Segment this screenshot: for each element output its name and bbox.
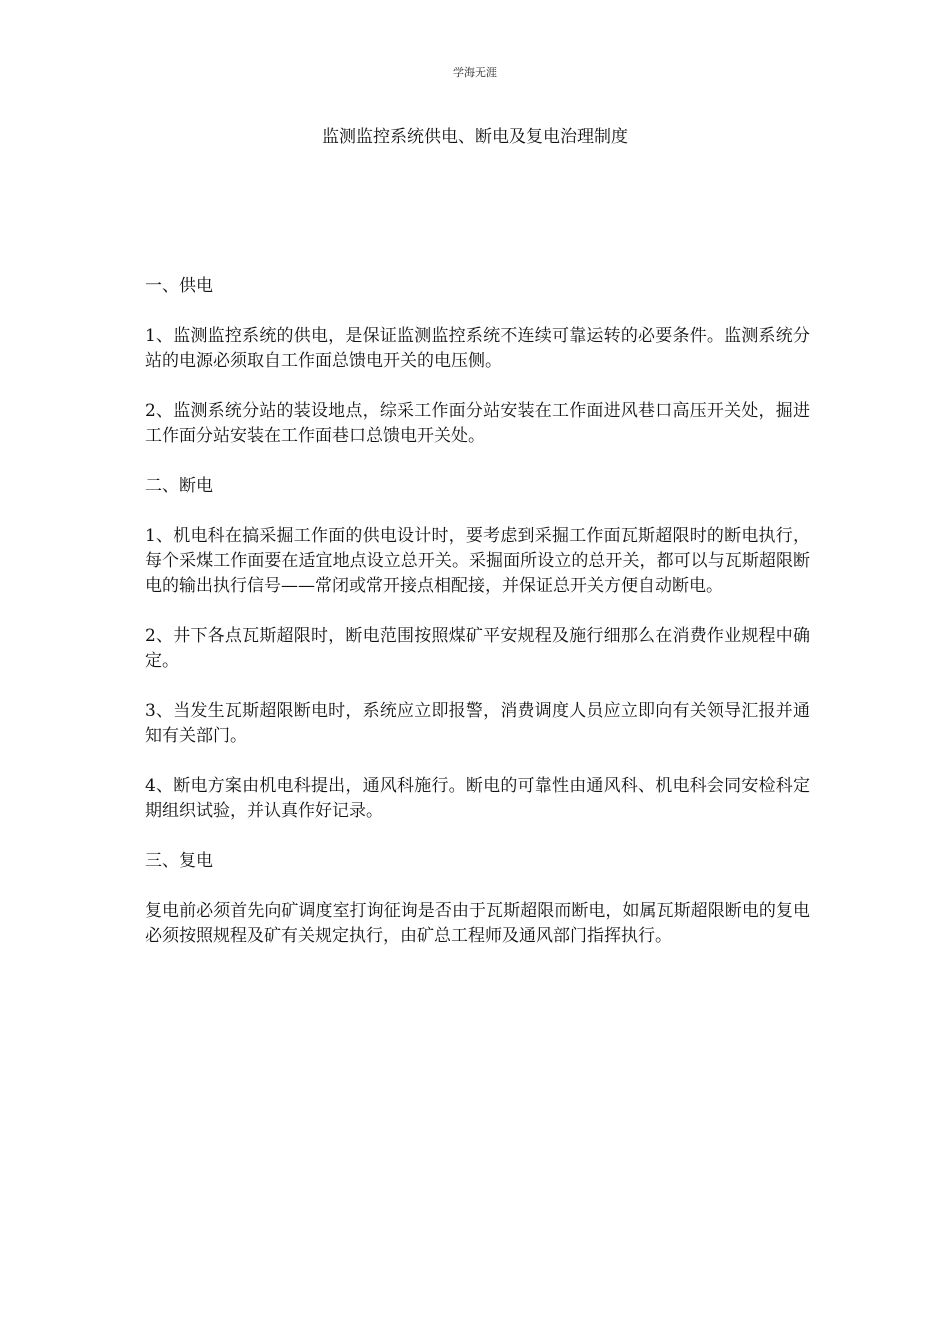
paragraph: 2、井下各点瓦斯超限时，断电范围按照煤矿平安规程及施行细那么在消费作业规程中确定。	[145, 626, 810, 671]
paragraph: 4、断电方案由机电科提出，通风科施行。断电的可靠性由通风科、机电科会同安检科定期组织试验，并认真作好记录。	[145, 776, 810, 821]
paragraph: 2、监测系统分站的装设地点，综采工作面分站安装在工作面进风巷口高压开关处，掘进工作面分站安装在工作面巷口总馈电开关处。	[145, 401, 810, 446]
section-power-cut	[145, 474, 810, 824]
page-header: 学海无涯	[453, 66, 497, 79]
document-title: 监测监控系统供电、断电及复电治理制度	[322, 127, 628, 147]
paragraph: 3、当发生瓦斯超限断电时，系统应立即报警，消费调度人员应立即向有关领导汇报并通知有关部门。	[145, 701, 810, 746]
section-supply	[145, 274, 810, 449]
section-heading: 二、断电	[145, 476, 213, 496]
paragraph: 1、监测监控系统的供电，是保证监测监控系统不连续可靠运转的必要条件。监测系统分站的电源必须取自工作面总馈电开关的电压侧。	[145, 326, 810, 371]
section-heading: 一、供电	[145, 276, 213, 296]
document-body	[145, 274, 810, 974]
section-restore	[145, 849, 810, 949]
paragraph: 复电前必须首先向矿调度室打询征询是否由于瓦斯超限而断电，如属瓦斯超限断电的复电必须按照规程及矿有关规定执行，由矿总工程师及通风部门指挥执行。	[145, 901, 810, 946]
paragraph: 1、机电科在搞采掘工作面的供电设计时，要考虑到采掘工作面瓦斯超限时的断电执行，每个采煤工作面要在适宜地点设立总开关。采掘面所设立的总开关，都可以与瓦斯超限断电的输出执行信号——常闭或常开接点相配接，并保证总开关方便自动断电。	[145, 526, 810, 596]
section-heading: 三、复电	[145, 851, 213, 871]
